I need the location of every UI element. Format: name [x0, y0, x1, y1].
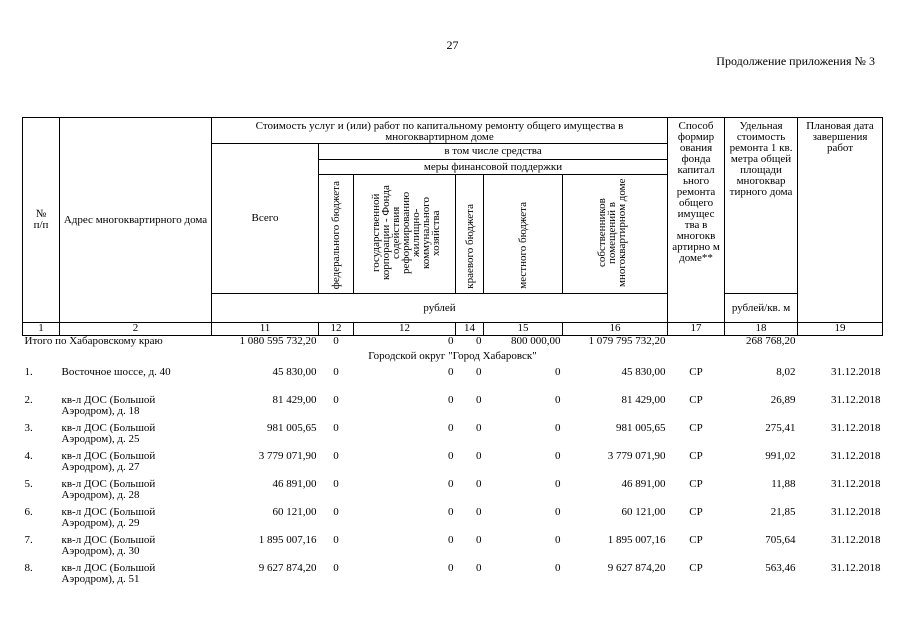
row-method: СР: [689, 394, 703, 406]
row-total: 981 005,65: [267, 422, 317, 434]
colnum-8: 16: [563, 323, 668, 336]
colnum-10: 18: [725, 323, 798, 336]
row-method: СР: [689, 422, 703, 434]
row-regional: 0: [476, 478, 482, 490]
header-local: местного бюджета: [484, 175, 563, 294]
row-method: СР: [689, 506, 703, 518]
row-date: 31.12.2018: [831, 366, 881, 378]
row-corp: 0: [448, 394, 454, 406]
row-federal: 0: [333, 394, 339, 406]
total-sum: 1 080 595 732,20: [239, 335, 317, 347]
row-owners: 81 429,00: [621, 394, 666, 406]
colnum-5: 12: [354, 323, 456, 336]
row-corp: 0: [448, 450, 454, 462]
row-owners: 46 891,00: [621, 478, 666, 490]
page-number: 27: [446, 38, 459, 52]
row-unit-cost: 991,02: [765, 450, 796, 462]
colnum-3: 11: [212, 323, 319, 336]
total-method: [668, 336, 725, 352]
colnum-11: 19: [798, 323, 883, 336]
row-federal: 0: [333, 562, 339, 574]
row-address: кв-л ДОС (Большой Аэродром), д. 29: [61, 506, 156, 529]
row-address: кв-л ДОС (Большой Аэродром), д. 28: [61, 478, 156, 501]
header-total: Всего: [212, 144, 319, 294]
row-local: 0: [555, 506, 561, 518]
row-method: СР: [689, 366, 703, 378]
row-owners: 45 830,00: [621, 366, 666, 378]
colnum-4: 12: [319, 323, 354, 336]
row-address: кв-л ДОС (Большой Аэродром), д. 30: [61, 534, 156, 557]
row-local: 0: [555, 562, 561, 574]
colnum-1: 1: [23, 323, 60, 336]
header-unit-rub: рублей: [212, 294, 668, 323]
header-cost-group: Стоимость услуг и (или) работ по капитальному ремонту общего имущества в многоквартирном доме: [212, 118, 668, 144]
row-date: 31.12.2018: [831, 394, 881, 406]
row-unit-cost: 21,85: [770, 506, 796, 518]
row-unit-cost: 26,89: [770, 394, 796, 406]
row-address: Восточное шоссе, д. 40: [61, 366, 171, 378]
header-corp: государственной корпорации - Фонда содействия реформированию жилищно-коммунального хозяйства: [354, 175, 456, 294]
row-owners: 3 779 071,90: [607, 450, 666, 462]
row-regional: 0: [476, 506, 482, 518]
total-local: 800 000,00: [511, 335, 561, 347]
row-method: СР: [689, 562, 703, 574]
row-address: кв-л ДОС (Большой Аэродром), д. 18: [61, 394, 156, 417]
row-federal: 0: [333, 534, 339, 546]
header-unit-cost: Удельная стоимость ремонта 1 кв. метра общей площади многоквар тирного дома: [725, 118, 798, 294]
colnum-9: 17: [668, 323, 725, 336]
row-federal: 0: [333, 478, 339, 490]
row-date: 31.12.2018: [831, 478, 881, 490]
row-unit-cost: 275,41: [765, 422, 796, 434]
row-number: 6.: [24, 506, 33, 518]
colnum-2: 2: [60, 323, 212, 336]
row-address: кв-л ДОС (Большой Аэродром), д. 51: [61, 562, 156, 585]
row-date: 31.12.2018: [831, 506, 881, 518]
row-method: СР: [689, 450, 703, 462]
row-local: 0: [555, 394, 561, 406]
table-row: [23, 451, 883, 479]
row-unit-cost: 11,88: [771, 478, 796, 490]
header-method: Способ формир ования фонда капитал ьного ремонта общего имущес тва в многокв артирно м доме**: [668, 118, 725, 323]
total-unit-cost: 268 768,20: [746, 335, 796, 347]
row-number: 2.: [24, 394, 33, 406]
colnum-7: 15: [484, 323, 563, 336]
row-owners: 981 005,65: [616, 422, 666, 434]
row-number: 1.: [24, 366, 33, 378]
row-method: СР: [689, 478, 703, 490]
row-unit-cost: 563,46: [765, 562, 796, 574]
header-federal: федерального бюджета: [319, 175, 354, 294]
total-corp: 0: [448, 335, 454, 347]
header-date: Плановая дата завершения работ: [798, 118, 883, 323]
row-federal: 0: [333, 450, 339, 462]
row-corp: 0: [448, 366, 454, 378]
row-owners: 60 121,00: [621, 506, 666, 518]
section-title: Городской округ "Город Хабаровск": [368, 350, 537, 362]
header-owners: собственников помещений в многоквартирном доме: [563, 175, 668, 294]
row-local: 0: [555, 534, 561, 546]
row-date: 31.12.2018: [831, 562, 881, 574]
row-total: 46 891,00: [272, 478, 317, 490]
total-federal: 0: [333, 335, 339, 347]
header-support-measures: меры финансовой поддержки: [319, 160, 668, 175]
row-local: 0: [555, 366, 561, 378]
row-corp: 0: [448, 562, 454, 574]
row-address: кв-л ДОС (Большой Аэродром), д. 25: [61, 422, 156, 445]
row-local: 0: [555, 450, 561, 462]
total-row: [23, 336, 883, 352]
row-total: 1 895 007,16: [258, 534, 317, 546]
row-number: 8.: [24, 562, 33, 574]
row-date: 31.12.2018: [831, 450, 881, 462]
row-method: СР: [689, 534, 703, 546]
row-regional: 0: [476, 366, 482, 378]
row-unit-cost: 8,02: [776, 366, 796, 378]
row-regional: 0: [476, 394, 482, 406]
row-total: 45 830,00: [272, 366, 317, 378]
table-row: [23, 423, 883, 451]
table-row: [23, 507, 883, 535]
row-corp: 0: [448, 506, 454, 518]
total-label: Итого по Хабаровскому краю: [24, 335, 163, 347]
total-owners: 1 079 795 732,20: [588, 335, 666, 347]
header-incl-funds: в том числе средства: [319, 144, 668, 160]
rows-body: [23, 367, 883, 591]
row-regional: 0: [476, 534, 482, 546]
row-number: 5.: [24, 478, 33, 490]
header-regional: краевого бюджета: [456, 175, 484, 294]
row-local: 0: [555, 422, 561, 434]
table-row: [23, 367, 883, 395]
row-date: 31.12.2018: [831, 534, 881, 546]
row-corp: 0: [448, 422, 454, 434]
row-federal: 0: [333, 422, 339, 434]
row-unit-cost: 705,64: [765, 534, 796, 546]
continuation-label: Продолжение приложения № 3: [716, 54, 875, 68]
row-regional: 0: [476, 422, 482, 434]
row-corp: 0: [448, 478, 454, 490]
row-owners: 9 627 874,20: [607, 562, 666, 574]
row-total: 60 121,00: [272, 506, 317, 518]
row-federal: 0: [333, 366, 339, 378]
total-date: [798, 336, 883, 352]
header-address: Адрес многоквартирного дома: [60, 118, 212, 323]
row-corp: 0: [448, 534, 454, 546]
section-row: [23, 351, 883, 367]
table-row: [23, 563, 883, 591]
row-date: 31.12.2018: [831, 422, 881, 434]
table-row: [23, 479, 883, 507]
row-local: 0: [555, 478, 561, 490]
colnum-6: 14: [456, 323, 484, 336]
row-regional: 0: [476, 450, 482, 462]
row-number: 4.: [24, 450, 33, 462]
total-regional: 0: [476, 335, 482, 347]
row-address: кв-л ДОС (Большой Аэродром), д. 27: [61, 450, 156, 473]
header-unit-rub-m2: рублей/кв. м: [725, 294, 798, 323]
row-total: 3 779 071,90: [258, 450, 317, 462]
header-num: № п/п: [23, 118, 60, 323]
table-row: [23, 535, 883, 563]
capital-repair-table: [22, 117, 883, 591]
row-total: 81 429,00: [272, 394, 317, 406]
row-federal: 0: [333, 506, 339, 518]
row-number: 3.: [24, 422, 33, 434]
row-number: 7.: [24, 534, 33, 546]
row-regional: 0: [476, 562, 482, 574]
table-row: [23, 395, 883, 423]
row-total: 9 627 874,20: [258, 562, 317, 574]
row-owners: 1 895 007,16: [607, 534, 666, 546]
